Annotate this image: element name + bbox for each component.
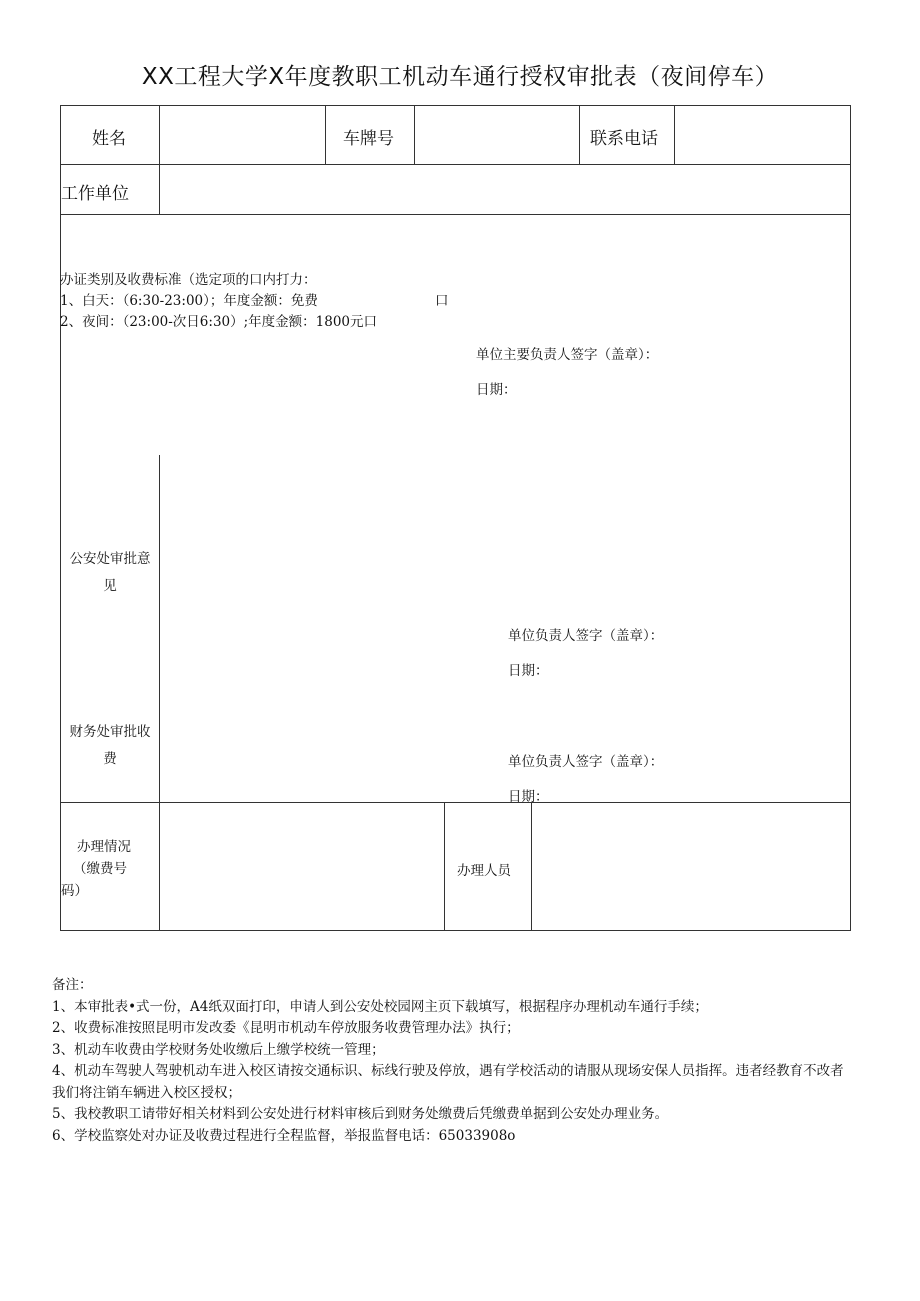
note-item: 4、机动车驾驶人驾驶机动车进入校区请按交通标识、标线行驶及停放，遇有学校活动的请服从现场安保人员指挥。违者经教育不改者我们将注销车辆进入校区授权；: [52, 1063, 844, 1101]
plate-label: 车牌号: [343, 129, 394, 149]
col-divider: [159, 164, 160, 214]
note-item: 1、本审批表•式一份，A4纸双面打印，申请人到公安处校园网主页下载填写，根据程序办理机动车通行手续；: [52, 998, 708, 1015]
finance-label-line: 财务处审批收: [69, 724, 151, 740]
handling-label-line: 码）: [61, 883, 88, 899]
table-border-top: [60, 105, 851, 106]
col-divider: [325, 105, 326, 164]
col-divider: [159, 105, 160, 164]
page-title: XX工程大学X年度教职工机动车通行授权审批表（夜间停车）: [141, 64, 779, 90]
note-item: 6、学校监察处对办证及收费过程进行全程监督，举报监督电话：65033908o: [52, 1127, 516, 1144]
row-divider-3: [60, 802, 851, 803]
notes-heading: 备注：: [52, 977, 93, 993]
col-divider: [159, 455, 160, 802]
note-item: 3、机动车收费由学校财务处收缴后上缴学校统一管理；: [52, 1041, 385, 1058]
unit-label: 工作单位: [61, 184, 129, 204]
handler-label: 办理人员: [457, 863, 511, 879]
row-divider-1: [60, 164, 851, 165]
handling-label-line: 办理情况: [77, 839, 131, 855]
fee-option-day: 1、白天：（6:30-23:00）；年度金额：免费: [60, 293, 318, 309]
table-border-bottom: [60, 930, 851, 931]
security-date-label: 日期：: [508, 663, 549, 679]
finance-approval-label: [62, 720, 158, 767]
fee-option-night: 2、夜间：（23:00-次日6:30）;年度金额：1800元口: [60, 314, 378, 330]
row-divider-2: [60, 214, 851, 215]
table-border-right: [850, 105, 851, 931]
table-border-left: [60, 105, 61, 931]
unit-signature-label: 单位主要负责人签字（盖章）：: [476, 347, 659, 363]
col-divider: [531, 802, 532, 930]
col-divider: [579, 105, 580, 164]
handling-label-line: （缴费号: [73, 861, 127, 877]
note-item: 5、我校教职工请带好相关材料到公安处进行材料审核后到财务处缴费后凭缴费单据到公安处办理业务。: [52, 1106, 669, 1122]
handling-label: [61, 836, 158, 902]
col-divider: [674, 105, 675, 164]
security-approval-label: [62, 547, 158, 594]
col-divider: [414, 105, 415, 164]
finance-label-line: 费: [103, 751, 117, 767]
notes-section: [52, 975, 852, 1147]
security-signature-label: 单位负责人签字（盖章）：: [508, 628, 664, 644]
finance-signature-label: 单位负责人签字（盖章）：: [508, 754, 664, 770]
finance-date-label: 日期：: [508, 789, 549, 805]
security-label-line: 见: [103, 578, 117, 594]
name-label: 姓名: [92, 129, 126, 149]
col-divider: [159, 802, 160, 930]
phone-label: 联系电话: [590, 129, 658, 149]
fee-intro: 办证类别及收费标准（选定项的口内打力：: [60, 272, 317, 288]
unit-date-label: 日期：: [476, 382, 517, 398]
col-divider: [444, 802, 445, 930]
note-item: 2、收费标准按照昆明市发改委《昆明市机动车停放服务收费管理办法》执行；: [52, 1020, 520, 1036]
day-checkbox[interactable]: 口: [435, 293, 449, 309]
security-label-line: 公安处审批意: [69, 551, 151, 567]
